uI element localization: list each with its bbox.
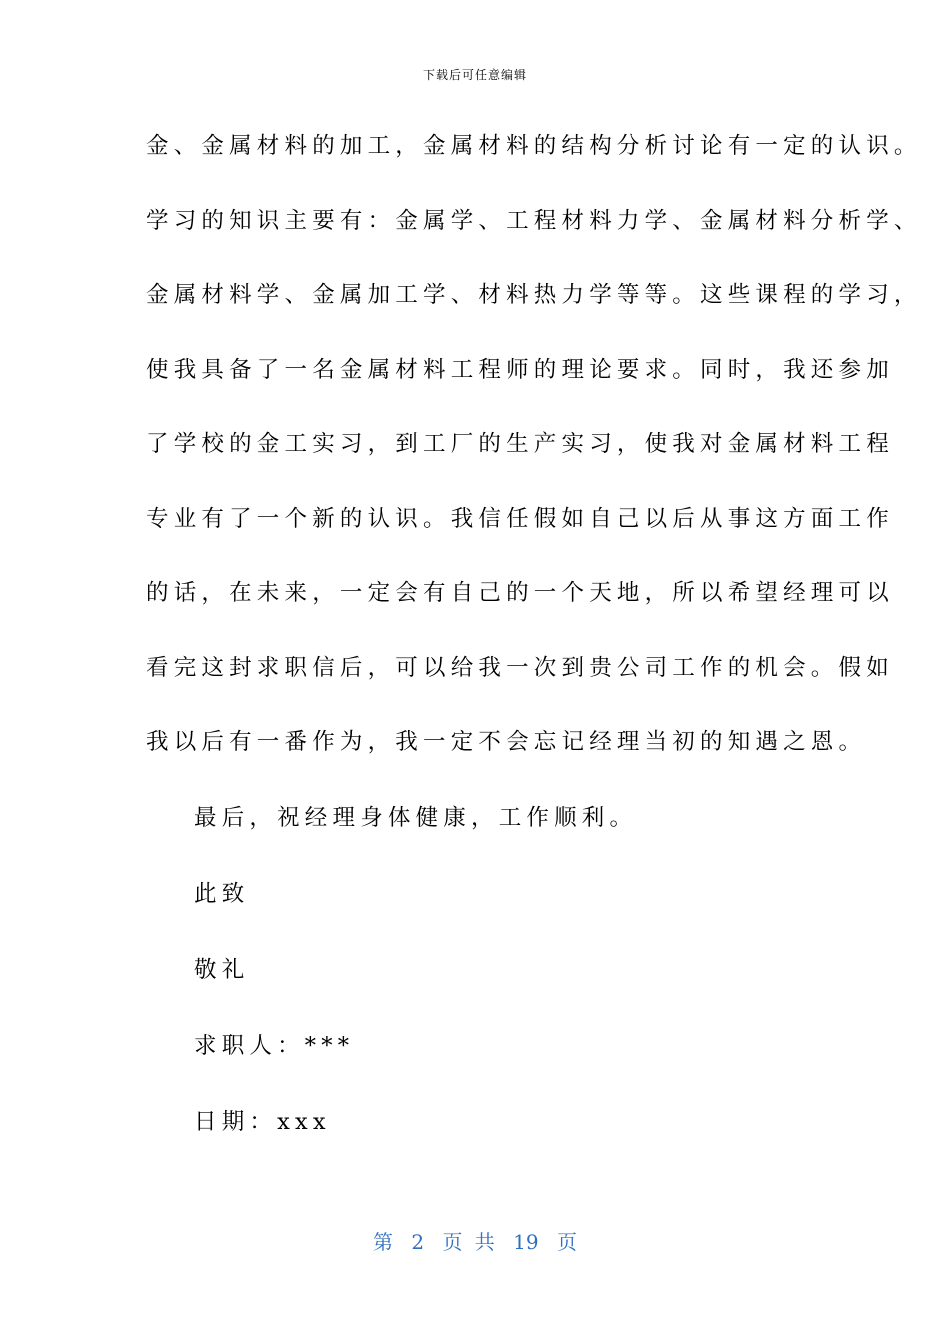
body-line-4: 使我具备了一名金属材料工程师的理论要求。同时，我还参加: [146, 356, 894, 383]
letter-body: [146, 127, 922, 798]
body-line-7: 的话，在未来，一定会有自己的一个天地，所以希望经理可以: [146, 580, 894, 606]
footer-middle: 页 共: [442, 1230, 495, 1254]
body-line-2: 学习的知识主要有：金属学、工程材料力学、金属材料分析学、: [146, 207, 922, 234]
footer-page-number: 2: [411, 1230, 425, 1254]
closing-applicant: 求职人：***: [194, 1033, 355, 1059]
page-header: 下载后可任意编辑: [422, 68, 527, 82]
body-line-3: 金属材料学、金属加工学、材料热力学等等。这些课程的学习，: [146, 282, 922, 308]
footer-prefix: 第: [373, 1230, 393, 1254]
closing-date: 日期：xxx: [194, 1109, 331, 1135]
body-line-5: 了学校的金工实习，到工厂的生产实习，使我对金属材料工程: [146, 431, 894, 457]
body-line-8: 看完这封求职信后，可以给我一次到贵公司工作的机会。假如: [146, 654, 894, 681]
body-line-9: 我以后有一番作为，我一定不会忘记经理当初的知遇之恩。: [146, 729, 867, 755]
body-line-6: 专业有了一个新的认识。我信任假如自己以后从事这方面工作: [146, 505, 894, 532]
footer-suffix: 页: [556, 1230, 577, 1254]
body-line-1: 金、金属材料的加工，金属材料的结构分析讨论有一定的认识。: [146, 133, 922, 159]
letter-closing: [194, 800, 834, 1180]
page-footer: [0, 1226, 950, 1255]
closing-wish: 最后，祝经理身体健康，工作顺利。: [194, 805, 638, 831]
closing-salute-1: 此致: [194, 881, 250, 907]
footer-total-pages: 19: [513, 1230, 539, 1254]
closing-salute-2: 敬礼: [194, 957, 250, 983]
